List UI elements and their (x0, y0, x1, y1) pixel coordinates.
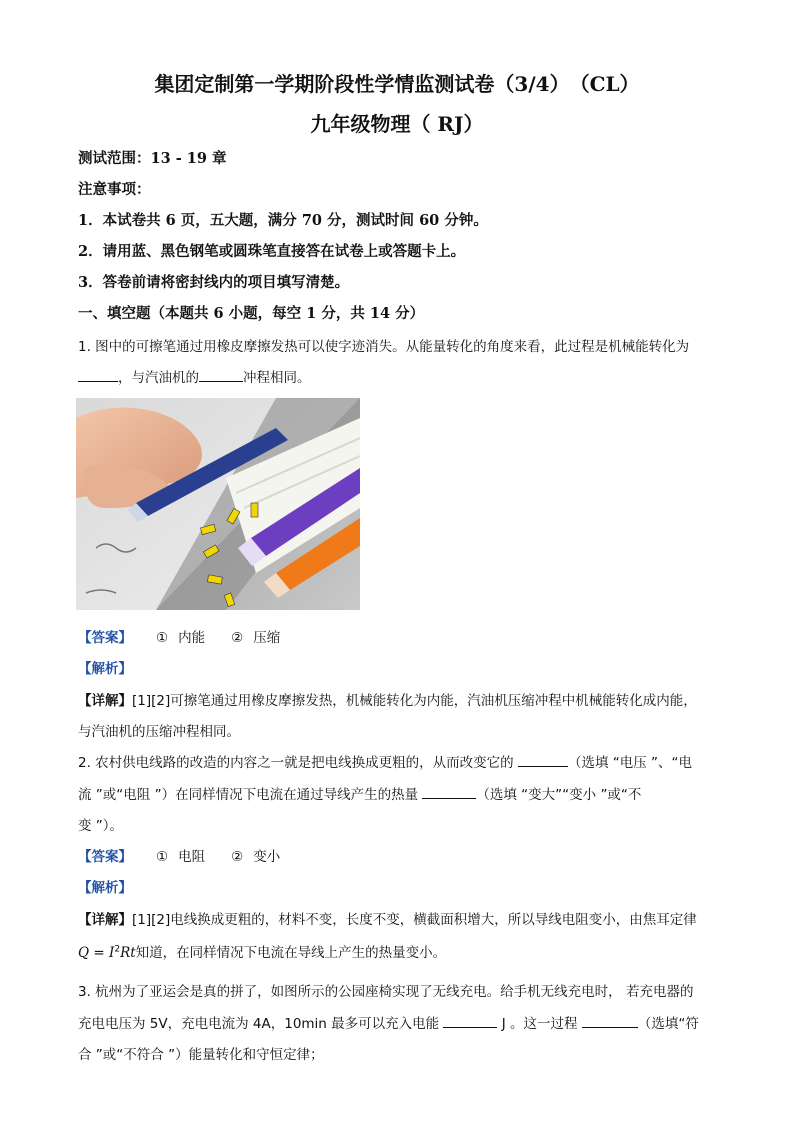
q1-stem-line1: 1. 图中的可擦笔通过用橡皮摩擦发热可以使字迹消失。从能量转化的角度来看，此过程是机械能转化为 (78, 339, 690, 355)
q2-stem-line3: 变 ”）。 (78, 818, 124, 834)
erasable-pen-illustration (76, 398, 360, 610)
q1-detail-line1: 【详解】[1][2]可擦笔通过用橡皮摩擦发热，机械能转化为内能，汽油机压缩冲程中机械能转化成内能， (78, 693, 697, 709)
q3-stem-line3: 合 ”或“不符合 ”）能量转化和守恒定律； (78, 1047, 324, 1063)
q1-detail-line2: 与汽油机的压缩冲程相同。 (78, 724, 240, 740)
q1-answer: 【答案】 ① 内能 ② 压缩 (78, 630, 281, 646)
q2-detail-line2: $Q = I^2Rt$知道，在同样情况下电流在导线上产生的热量变小。 (78, 944, 447, 961)
note-item-2: 2．请用蓝、黑色钢笔或圆珠笔直接答在试卷上或答题卡上。 (78, 243, 466, 260)
section-heading: 一、填空题（本题共 6 小题，每空 1 分，共 14 分） (78, 305, 425, 322)
analysis-label: 【解析】 (78, 880, 132, 896)
q2-answer: 【答案】 ① 电阻 ② 变小 (78, 849, 281, 865)
answer-blank[interactable] (582, 1013, 638, 1028)
answer-value: 压缩 (253, 630, 281, 646)
notes-heading: 注意事项： (78, 181, 151, 198)
q1-stem-line2: ，与汽油机的 冲程相同。 (78, 366, 311, 386)
figure-erasable-pen-photo (76, 398, 360, 610)
answer-label: 【答案】 (78, 849, 132, 865)
note-item-3: 3．答卷前请将密封线内的项目填写清楚。 (78, 274, 350, 291)
test-range: 测试范围：13 - 19 章 (78, 150, 227, 167)
q2-stem-line2: 流 ”或“电阻 ”）在同样情况下电流在通过导线产生的热量 （选填 “变大”“变小 ”或“不 (78, 783, 641, 803)
analysis-label: 【解析】 (78, 661, 132, 677)
answer-blank[interactable] (518, 752, 568, 767)
answer-blank[interactable] (199, 367, 243, 382)
joule-formula: $Q = I^2Rt$ (78, 944, 136, 961)
answer-value: 变小 (253, 849, 281, 865)
q2-stem-line1: 2. 农村供电线路的改造的内容之一就是把电线换成更粗的，从而改变它的 （选填 “电压 ”、“电 (78, 751, 692, 771)
page-title: 集团定制第一学期阶段性学情监测试卷（3/4） （CL） (154, 72, 640, 96)
answer-label: 【答案】 (78, 630, 132, 646)
answer-blank[interactable] (443, 1013, 497, 1028)
q3-stem-line2: 充电电压为 5V，充电电流为 4A，10min 最多可以充入电能 J 。这一过程 （选填“符 (78, 1012, 699, 1032)
answer-blank[interactable] (78, 367, 118, 382)
q3-stem-line1: 3. 杭州为了亚运会是真的拼了，如图所示的公园座椅实现了无线充电。给手机无线充电时， 若充电器的 (78, 984, 694, 1000)
q2-detail-line1: 【详解】[1][2]电线换成更粗的，材料不变，长度不变，横截面积增大，所以导线电阻变小，由焦耳定律 (78, 912, 697, 928)
answer-value: 电阻 (178, 849, 206, 865)
answer-blank[interactable] (422, 784, 476, 799)
page-subtitle: 九年级物理（ RJ） (310, 112, 484, 136)
note-item-1: 1．本试卷共 6 页，五大题，满分 70 分，测试时间 60 分钟。 (78, 212, 488, 229)
answer-value: 内能 (178, 630, 206, 646)
